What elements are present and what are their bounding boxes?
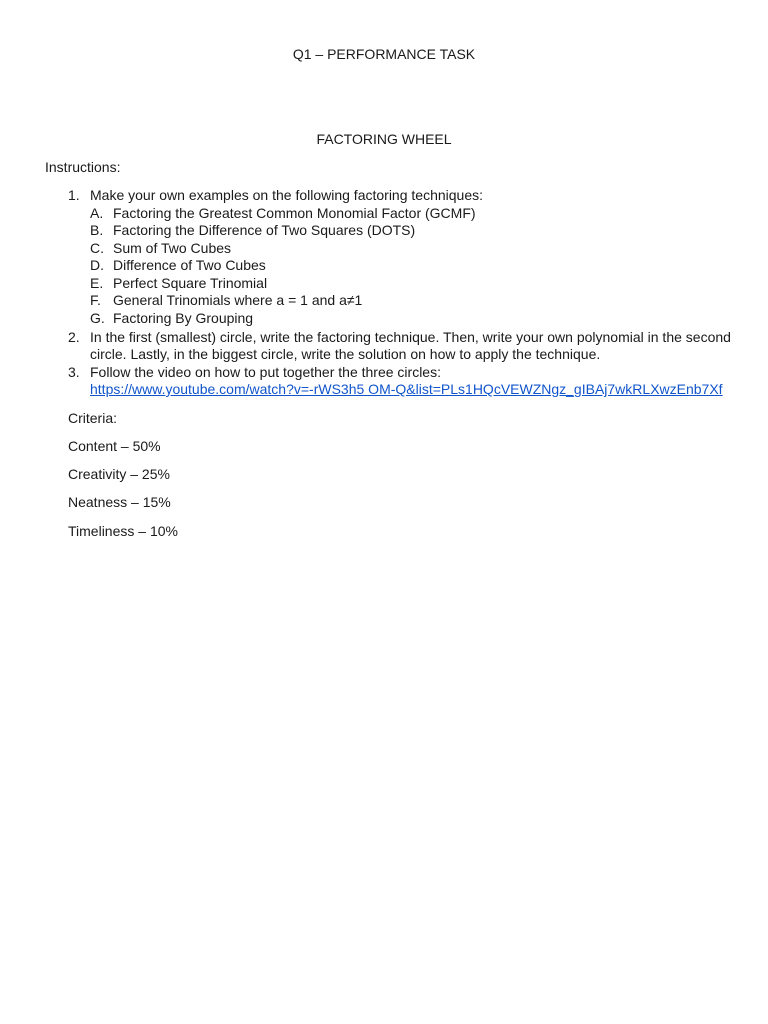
sub-item-text: Factoring the Difference of Two Squares (DOTS) (113, 222, 416, 238)
sub-item-text: Factoring the Greatest Common Monomial Factor (GCMF) (113, 205, 476, 221)
step-text: Make your own examples on the following factoring techniques: (90, 187, 483, 203)
sub-item-letter: D. (90, 257, 104, 273)
criteria-item: Content – 50% (68, 438, 161, 454)
document-subtitle: FACTORING WHEEL (316, 131, 452, 147)
step-text: In the first (smallest) circle, write the factoring technique. Then, write your own polynomial in the second (90, 329, 731, 345)
step-number: 2. (68, 329, 80, 345)
criteria-item: Neatness – 15% (68, 494, 171, 510)
step-text: Follow the video on how to put together the three circles: (90, 364, 441, 380)
instructions-label: Instructions: (45, 159, 121, 175)
video-link[interactable]: https://www.youtube.com/watch?v=-rWS3h5 OM-Q&list=PLs1HQcVEWZNgz_gIBAj7wkRLXwzEnb7Xf (90, 381, 723, 397)
sub-item-text: Sum of Two Cubes (113, 240, 232, 256)
criteria-label: Criteria: (68, 410, 118, 426)
sub-item-letter: B. (90, 222, 104, 238)
sub-item-text: Factoring By Grouping (113, 310, 254, 326)
criteria-item: Creativity – 25% (68, 466, 170, 482)
sub-item-text: Difference of Two Cubes (113, 257, 266, 273)
step-number: 3. (68, 364, 80, 380)
sub-item-text: Perfect Square Trinomial (113, 275, 268, 291)
page-header-title: Q1 – PERFORMANCE TASK (292, 46, 476, 62)
sub-item-letter: F. (90, 292, 101, 308)
sub-item-letter: A. (90, 205, 104, 221)
sub-item-letter: G. (90, 310, 105, 326)
criteria-item: Timeliness – 10% (68, 523, 178, 539)
sub-item-letter: E. (90, 275, 104, 291)
sub-item-text: General Trinomials where a = 1 and a≠1 (113, 292, 363, 308)
sub-item-letter: C. (90, 240, 104, 256)
step-text-continued: circle. Lastly, in the biggest circle, write the solution on how to apply the technique. (90, 346, 601, 362)
step-number: 1. (68, 187, 80, 203)
